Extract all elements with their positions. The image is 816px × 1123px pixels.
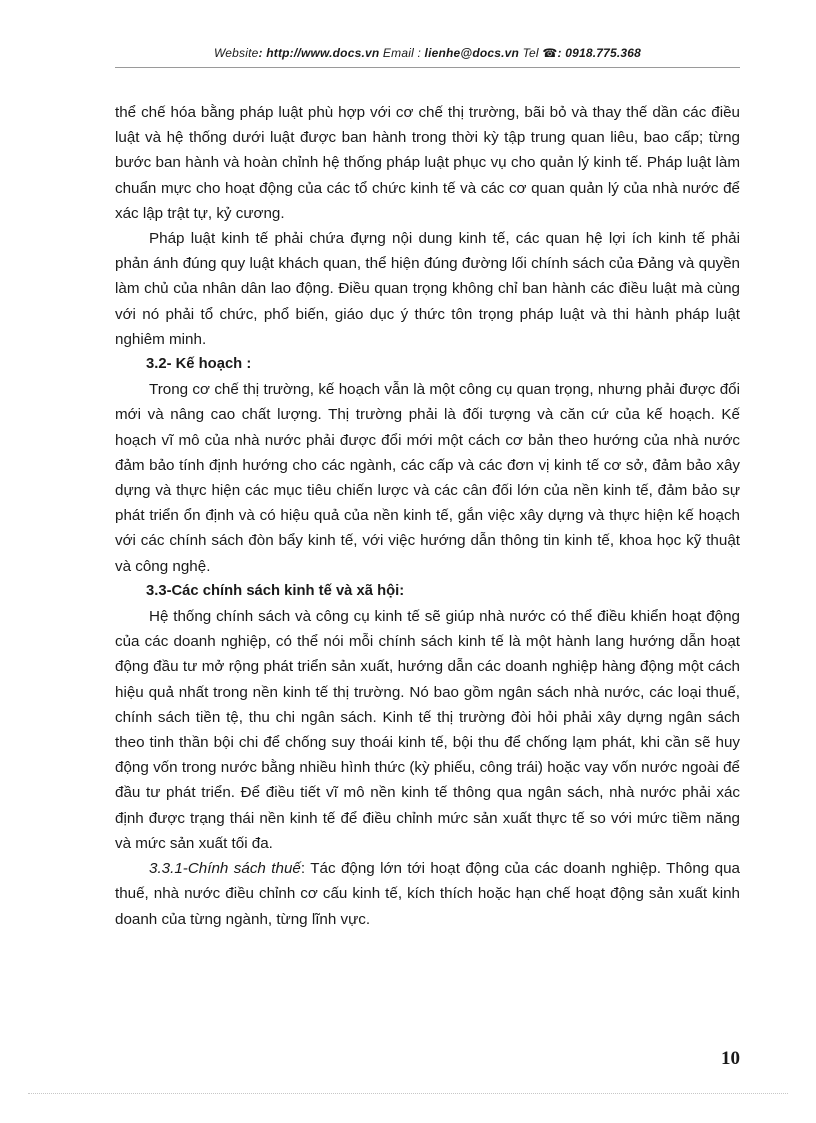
paragraph-1: thể chế hóa bằng pháp luật phù hợp với cơ chế thị trường, bãi bỏ và thay thế dần các điều luật và hệ thống dưới luật được ban hành trong thời kỳ tập trung quan liêu, bao cấp; từng bước ban hành và hoàn chỉnh hệ thống pháp luật phục vụ cho quản lý kinh tế. Pháp luật làm chuẩn mực cho hoạt động của các tổ chức kinh tế và các cơ quan quản lý của nhà nước để xác lập trật tự, kỷ cương. (115, 104, 740, 222)
footer-divider (28, 1093, 788, 1094)
header-divider (115, 67, 740, 68)
paragraph-5-text: : Tác động lớn tới hoạt động của các doanh nghiệp. Thông qua thuế, nhà nước điều chỉnh cơ cấu kinh tế, kích thích hoặc hạn chế hoạt động sản xuất kinh doanh của từng ngành, từng lĩnh vực. (115, 860, 740, 928)
phone-icon: ☎ (542, 46, 558, 60)
paragraph-2: Pháp luật kinh tế phải chứa đựng nội dung kinh tế, các quan hệ lợi ích kinh tế phải phản ánh đúng quy luật khách quan, thể hiện đúng đường lối chính sách của Đảng và quyền làm chủ của nhân dân lao động. Điều quan trọng không chỉ ban hành các điều luật mà cùng với nó phải tổ chức, phổ biến, giáo dục ý thức tôn trọng pháp luật và thi hành pháp luật nghiêm minh. (115, 230, 740, 348)
email-address: lienhe@docs.vn (424, 46, 520, 60)
paragraph-3: Trong cơ chế thị trường, kế hoạch vẫn là một công cụ quan trọng, nhưng phải được đổi mới và nâng cao chất lượng. Thị trường phải là đối tượng và căn cứ của kế hoạch. Kế hoạch vĩ mô của nhà nước phải được đổi mới một cách cơ bản theo hướng của nhà nước đảm bảo tính định hướng cho các ngành, các cấp và các đơn vị kinh tế cơ sở, đảm bảo xây dựng và thực hiện các mục tiêu chiến lược và các cân đối lớn của nền kinh tế, đảm bảo sự phát triển ổn định và có hiệu quả của nền kinh tế, gắn việc xây dựng và thực hiện kế hoạch với các chính sách đòn bẩy kinh tế, với việc hướng dẫn thông tin kinh tế, khoa học kỹ thuật và công nghệ. (115, 381, 740, 575)
paragraph-4: Hệ thống chính sách và công cụ kinh tế sẽ giúp nhà nước có thể điều khiển hoạt động của các doanh nghiệp, có thể nói mỗi chính sách kinh tế là một hành lang hướng dẫn hoạt động đầu tư mở rộng phát triển sản xuất, hướng dẫn các doanh nghiệp hàng động một cách hiệu quả nhất trong nền kinh tế thị trường. Nó bao gồm ngân sách nhà nước, các loại thuế, chính sách tiền tệ, thu chi ngân sách. Kinh tế thị trường đòi hỏi phải xây dựng ngân sách theo tinh thần bội chi để chống suy thoái kinh tế, bội thu để chống lạm phát, khi cần sẽ huy động vốn trong nước bằng nhiều hình thức (kỳ phiếu, công trái) hoặc vay vốn nước ngoài để đầu tư phát triển. Để điều tiết vĩ mô nền kinh tế thông qua ngân sách, nhà nước phải xác định được trạng thái nền kinh tế để điều chỉnh mức sản xuất thực tế so với mức tiềm năng và mức sản xuất tối đa. (115, 608, 740, 852)
phone-number: : 0918.775.368 (557, 46, 642, 60)
subsection-lead-3-3-1: 3.3.1-Chính sách thuế (149, 860, 301, 878)
document-body (115, 100, 740, 932)
website-label: Website (213, 46, 259, 60)
email-label: Email : (379, 46, 425, 60)
page-number: 10 (721, 1048, 740, 1069)
website-url: : http://www.docs.vn (258, 46, 380, 60)
tel-label: Tel (519, 46, 543, 60)
section-heading-3-2: 3.2- Kế hoạch : (146, 356, 252, 373)
section-heading-3-3: 3.3-Các chính sách kinh tế và xã hội: (146, 582, 405, 599)
page-header (115, 46, 740, 60)
paragraph-5 (115, 856, 740, 932)
